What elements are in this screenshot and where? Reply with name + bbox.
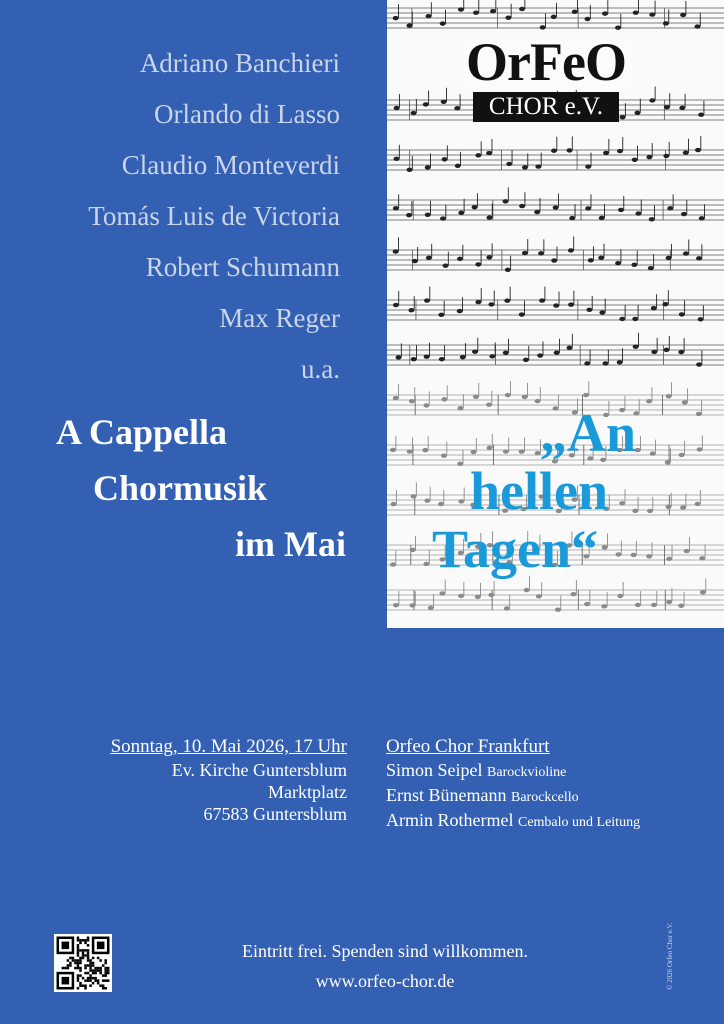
performer-row [386,784,640,809]
composer-name: Orlando di Lasso [154,99,340,129]
performer-role: Barockcello [510,790,579,805]
logo-subtitle: CHOR e.V. [473,92,619,122]
event-street: Marktplatz [268,782,347,802]
website-link[interactable]: www.orfeo-chor.de [315,971,455,991]
motto-line-3: Tagen“ [432,519,599,579]
performer-row [386,759,640,784]
composer-etc: u.a. [301,354,340,384]
title-line-1: A Cappella [56,412,228,452]
event-city: 67583 Guntersblum [203,804,347,824]
motto-line-1: „An [540,403,637,463]
entry-note: Eintritt frei. Spenden sind willkommen. [242,941,528,961]
orfeo-logo [435,34,657,122]
motto-title [420,404,690,578]
copyright-note: © 2026 Orfeo Chor e.V. [666,922,674,990]
qr-code[interactable] [54,934,112,992]
title-line-2: Chormusik [93,468,268,508]
performer-role: Barockvioline [487,765,567,780]
choir-name: Orfeo Chor Frankfurt [386,736,550,757]
performer-row [386,809,640,834]
event-venue: Ev. Kirche Guntersblum [171,760,347,780]
performers [386,735,640,834]
performer-name: Simon Seipel [386,760,483,780]
motto-line-2: hellen [470,461,609,521]
composer-name: Adriano Banchieri [139,48,340,78]
qr-code-icon [54,934,112,992]
logo-word: OrFeO [460,34,632,90]
composer-name: Tomás Luis de Victoria [88,201,340,231]
composer-name: Claudio Monteverdi [121,150,340,180]
event-date: Sonntag, 10. Mai 2026, 17 Uhr [110,736,347,757]
performer-role: Cembalo und Leitung [517,815,641,830]
concert-title [0,404,350,572]
composer-name: Robert Schumann [145,252,340,282]
event-details [111,735,347,825]
composer-list [88,38,340,395]
performer-name: Armin Rothermel [386,810,514,830]
composer-name: Max Reger [219,303,340,333]
footer [150,936,620,996]
title-line-3: im Mai [235,524,346,564]
performer-name: Ernst Bünemann [386,785,507,805]
